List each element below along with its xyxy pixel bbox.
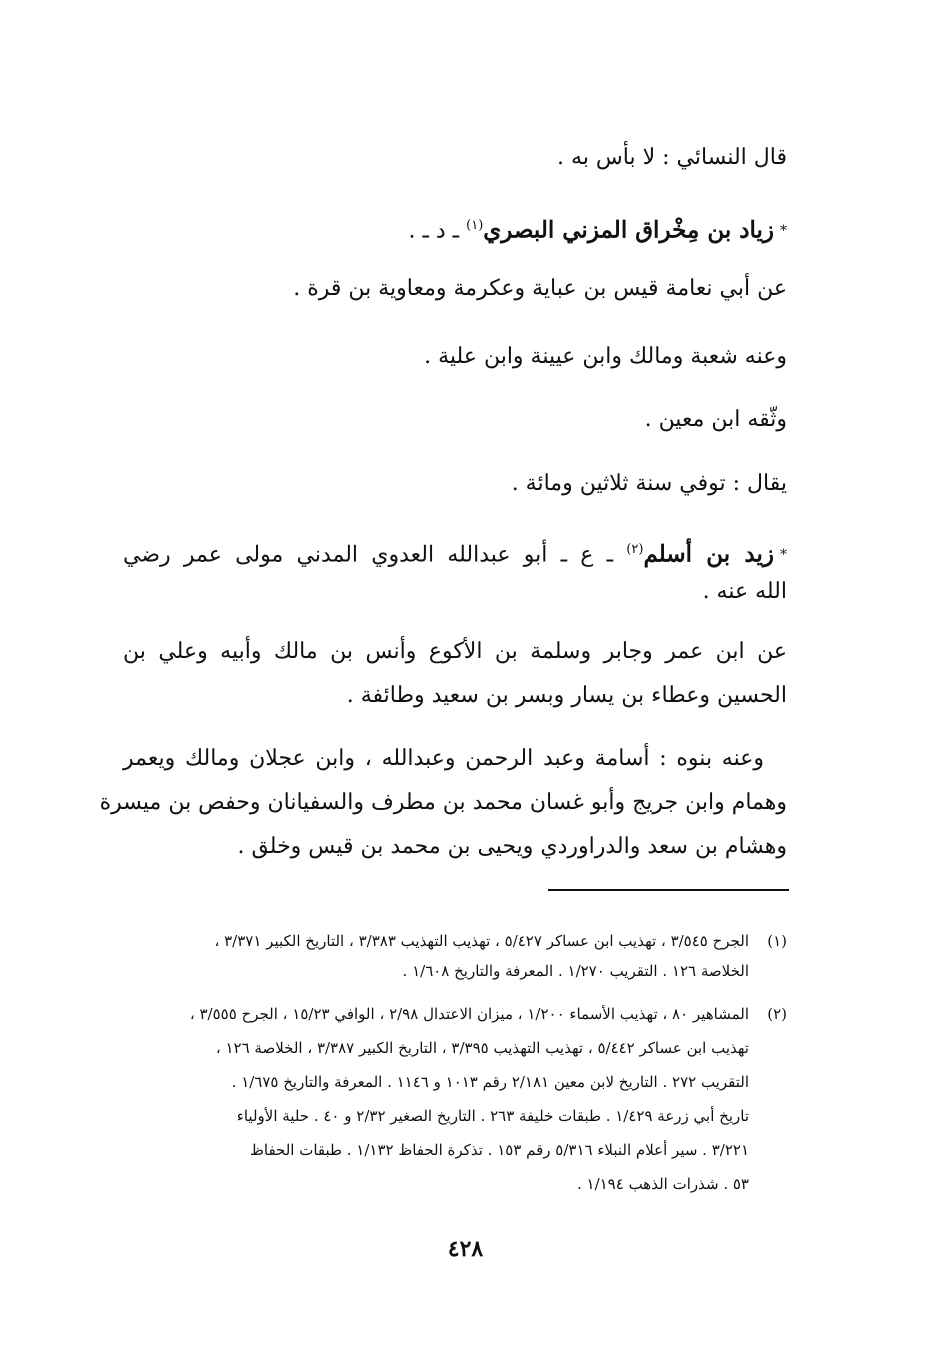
entry-heading-ziyad	[408, 211, 787, 246]
footnote-line: المشاهير ٨٠ ، تهذيب الأسماء ١/٢٠٠ ، ميزان الاعتدال ٢/٩٨ ، الوافي ١٥/٢٣ ، الجرح ٣/٥٥٥ ،	[189, 1005, 749, 1023]
text-line-nasai: قال النسائي : لا بأس به .	[557, 145, 787, 170]
text-line-students: وعنه شعبة ومالك وابن عيينة وابن علية .	[424, 344, 787, 369]
entry-name: زياد بن مِخْراق المزني البصري	[483, 216, 774, 244]
footnote-ref: (١)	[466, 218, 484, 233]
footnote-line: التقريب ٢٧٢ . التاريخ لابن معين ٢/١٨١ رقم ١٠١٣ و ١١٤٦ . المعرفة والتاريخ ١/٦٧٥ .	[231, 1073, 749, 1091]
footnote-number: (١)	[767, 932, 787, 950]
entry-heading-zayd	[123, 535, 787, 570]
footnote-number: (٢)	[767, 1005, 787, 1023]
footnote-separator	[548, 889, 789, 891]
entry-continuation: الله عنه .	[702, 579, 787, 604]
paragraph-line: وعنه بنوه : أسامة وعبد الرحمن وعبدالله ، وابن عجلان ومالك ويعمر	[123, 746, 764, 771]
footnote-ref: (٢)	[626, 542, 644, 557]
entry-star: *	[780, 223, 787, 240]
footnote-line: ٥٣ . شذرات الذهب ١/١٩٤ .	[576, 1175, 749, 1193]
footnote-line: الجرح ٣/٥٤٥ ، تهذيب ابن عساكر ٥/٤٢٧ ، تهذيب التهذيب ٣/٣٨٣ ، التاريخ الكبير ٣/٣٧١ ،	[214, 932, 749, 950]
footnote-line: ٣/٢٢١ . سير أعلام النبلاء ٥/٣١٦ رقم ١٥٣ . تذكرة الحفاظ ١/١٣٢ . طبقات الحفاظ	[250, 1141, 749, 1159]
footnote-1	[123, 930, 787, 980]
text-line-death: يقال : توفي سنة ثلاثين ومائة .	[511, 471, 787, 496]
entry-siglum: ـ د ـ .	[408, 218, 467, 244]
footnote-line: تاريخ أبي زرعة ١/٤٢٩ . طبقات خليفة ٢٦٣ . التاريخ الصغير ٢/٣٢ و ٤٠ . حلية الأولياء	[236, 1107, 749, 1125]
page-number: ٤٢٨	[447, 1236, 484, 1262]
paragraph-line: وهشام بن سعد والدراوردي ويحيى بن محمد بن قيس وخلق .	[237, 834, 787, 859]
entry-description: ـ ع ـ أبو عبدالله العدوي المدني مولى عمر رضي	[123, 542, 627, 568]
paragraph-line: وهمام وابن جريج وأبو غسان محمد بن مطرف والسفيانان وحفص بن ميسرة	[99, 790, 787, 815]
text-line-tawthiq: وثّقه ابن معين .	[644, 407, 787, 432]
footnote-2	[123, 1003, 787, 1193]
entry-star: *	[780, 547, 787, 564]
footnote-line: الخلاصة ١٢٦ . التقريب ١/٢٧٠ . المعرفة والتاريخ ١/٦٠٨ .	[402, 962, 749, 980]
paragraph-line: الحسين وعطاء بن يسار وبسر بن سعيد وطائفة .	[346, 683, 787, 708]
text-line-teachers: عن أبي نعامة قيس بن عباية وعكرمة ومعاوية بن قرة .	[293, 276, 787, 301]
footnote-line: تهذيب ابن عساكر ٥/٤٤٢ ، تهذيب التهذيب ٣/٣٩٥ ، التاريخ الكبير ٣/٣٨٧ ، الخلاصة ١٢٦ ،	[215, 1039, 749, 1057]
entry-name: زيد بن أسلم	[643, 540, 774, 568]
paragraph-line: عن ابن عمر وجابر وسلمة بن الأكوع وأنس بن مالك وأبيه وعلي بن	[123, 639, 787, 664]
